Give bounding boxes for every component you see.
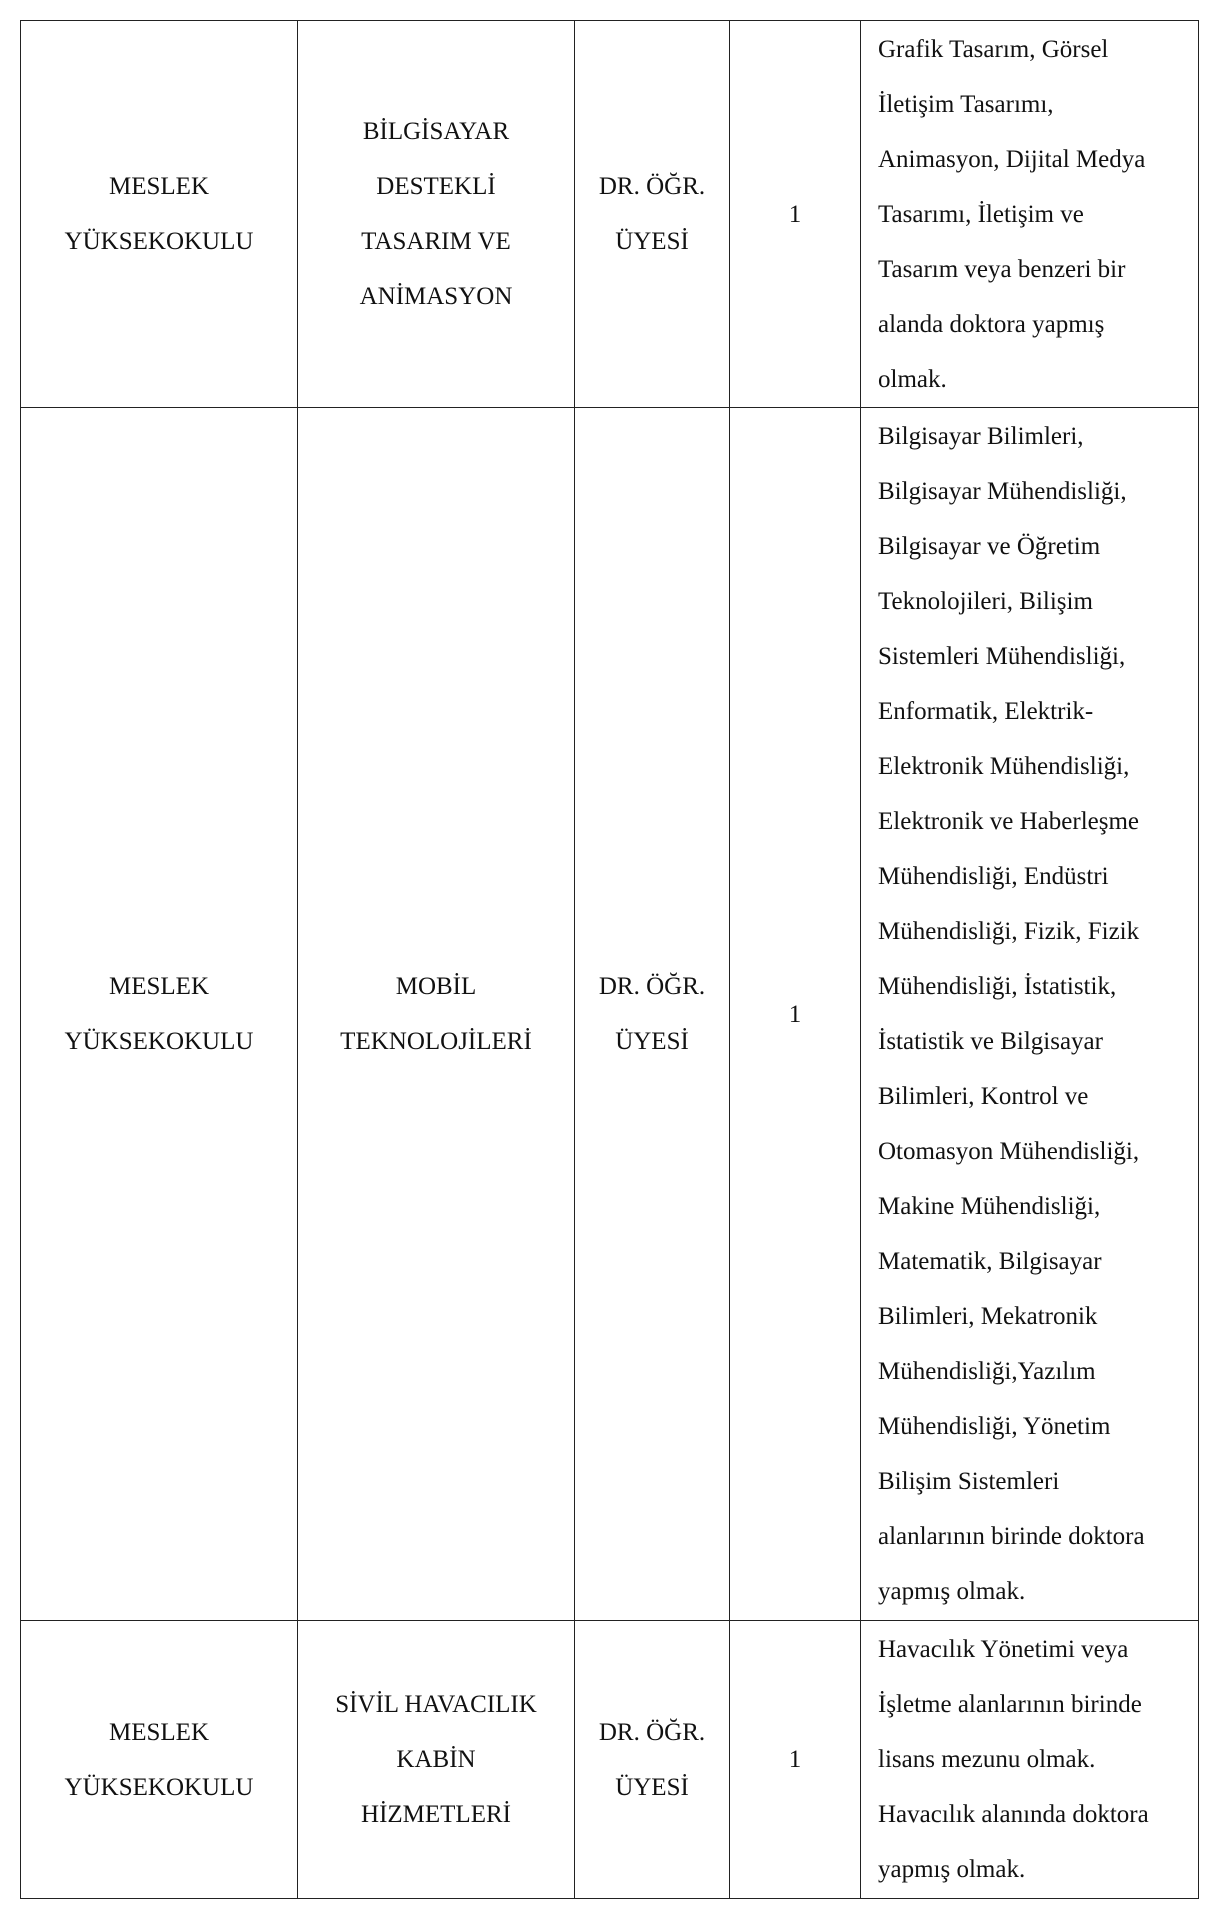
department-text: DESTEKLİ	[376, 173, 496, 200]
requirement-text: Bilgisayar Mühendisliği,	[878, 478, 1127, 505]
requirement-text: yapmış olmak.	[878, 1578, 1026, 1605]
requirement-text: Makine Mühendisliği,	[878, 1193, 1101, 1220]
requirement-text: Enformatik, Elektrik-	[878, 698, 1094, 725]
requirement-text: Elektronik Mühendisliği,	[878, 753, 1130, 780]
department-text: ANİMASYON	[359, 283, 513, 310]
requirement-text: yapmış olmak.	[878, 1856, 1026, 1883]
unit-cell	[21, 408, 298, 1621]
requirement-text: Mühendisliği, İstatistik,	[878, 973, 1117, 1000]
count-cell	[730, 1621, 861, 1899]
requirement-text: Mühendisliği, Yönetim	[878, 1413, 1111, 1440]
department-text: HİZMETLERİ	[361, 1801, 511, 1828]
requirements-cell	[861, 21, 1199, 408]
requirement-text: Bilgisayar ve Öğretim	[878, 533, 1101, 560]
unit-text: YÜKSEKOKULU	[64, 228, 254, 255]
title-cell	[575, 408, 730, 1621]
count-cell	[730, 21, 861, 408]
unit-text: YÜKSEKOKULU	[64, 1773, 254, 1801]
requirement-text: Matematik, Bilgisayar	[878, 1248, 1102, 1275]
requirement-text: Bilgisayar Bilimleri,	[878, 423, 1084, 450]
title-text: DR. ÖĞR.	[598, 173, 706, 200]
requirement-text: Tasarımı, İletişim ve	[878, 200, 1084, 228]
unit-text: MESLEK	[109, 173, 209, 200]
count-text: 1	[788, 200, 802, 228]
requirement-text: Mühendisliği, Endüstri	[878, 863, 1109, 890]
requirement-text: Teknolojileri, Bilişim	[878, 588, 1093, 615]
requirement-text: Mühendisliği, Fizik, Fizik	[878, 918, 1140, 945]
department-cell	[298, 21, 575, 408]
count-cell	[730, 408, 861, 1621]
requirement-text: Mühendisliği,Yazılım	[878, 1358, 1096, 1385]
department-text: TASARIM VE	[361, 228, 511, 255]
requirement-text: Grafik Tasarım, Görsel	[878, 35, 1109, 63]
requirement-text: Otomasyon Mühendisliği,	[878, 1138, 1140, 1165]
title-text: DR. ÖĞR.	[598, 1718, 706, 1746]
requirement-text: Sistemleri Mühendisliği,	[878, 643, 1126, 670]
unit-text: YÜKSEKOKULU	[64, 1028, 254, 1055]
requirement-text: alanda doktora yapmış	[878, 310, 1105, 338]
requirement-text: Havacılık Yönetimi veya	[878, 1636, 1129, 1663]
unit-text: MESLEK	[109, 1718, 209, 1746]
requirement-text: Havacılık alanında doktora	[878, 1801, 1149, 1828]
count-text: 1	[788, 1746, 802, 1773]
title-text: ÜYESİ	[615, 228, 689, 255]
requirement-text: Animasyon, Dijital Medya	[878, 145, 1146, 173]
title-text: ÜYESİ	[615, 1028, 689, 1055]
requirement-text: Bilimleri, Mekatronik	[878, 1303, 1098, 1330]
positions-table	[20, 20, 1199, 1899]
requirement-text: Elektronik ve Haberleşme	[878, 808, 1140, 835]
table-row	[21, 408, 1199, 1621]
requirements-cell	[861, 408, 1199, 1621]
department-cell	[298, 1621, 575, 1899]
requirement-text: İletişim Tasarımı,	[878, 90, 1054, 118]
title-text: ÜYESİ	[615, 1773, 689, 1801]
requirement-text: İstatistik ve Bilgisayar	[878, 1028, 1103, 1055]
unit-cell	[21, 1621, 298, 1899]
department-cell	[298, 408, 575, 1621]
unit-text: MESLEK	[109, 973, 209, 1000]
department-text: BİLGİSAYAR	[362, 118, 510, 145]
requirement-text: Bilişim Sistemleri	[878, 1468, 1060, 1495]
table-row	[21, 1621, 1199, 1899]
requirement-text: olmak.	[878, 365, 947, 393]
title-cell	[575, 21, 730, 408]
department-text: SİVİL HAVACILIK	[335, 1691, 537, 1718]
requirements-cell	[861, 1621, 1199, 1899]
requirement-text: lisans mezunu olmak.	[878, 1746, 1096, 1773]
department-text: MOBİL	[395, 973, 477, 1000]
requirement-text: Tasarım veya benzeri bir	[878, 255, 1126, 283]
department-text: TEKNOLOJİLERİ	[340, 1028, 532, 1055]
title-text: DR. ÖĞR.	[598, 973, 706, 1000]
requirement-text: İşletme alanlarının birinde	[878, 1691, 1142, 1718]
table-row	[21, 21, 1199, 408]
title-cell	[575, 1621, 730, 1899]
department-text: KABİN	[396, 1746, 476, 1773]
requirement-text: alanlarının birinde doktora	[878, 1523, 1145, 1550]
count-text: 1	[788, 1000, 802, 1028]
requirement-text: Bilimleri, Kontrol ve	[878, 1083, 1089, 1110]
unit-cell	[21, 21, 298, 408]
